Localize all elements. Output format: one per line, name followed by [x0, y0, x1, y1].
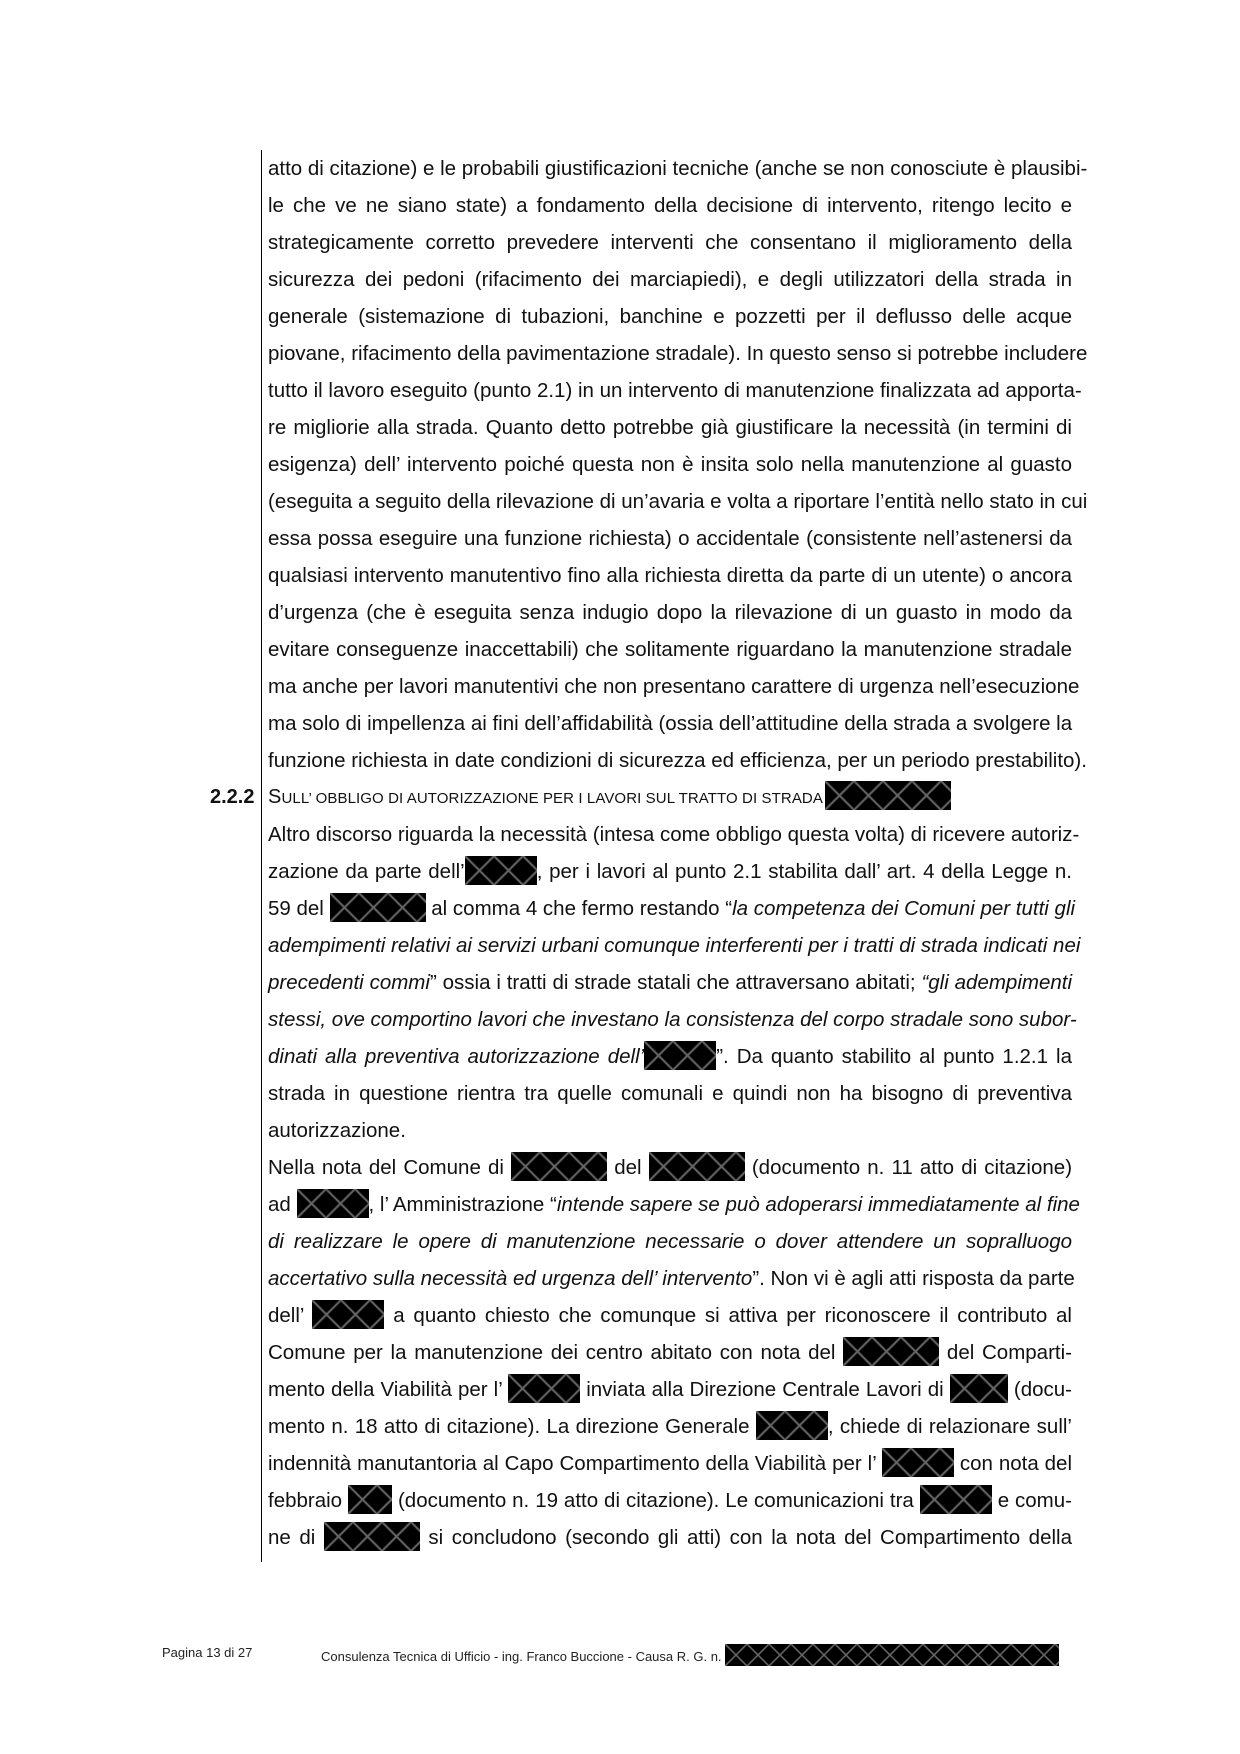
redaction-box [644, 1041, 716, 1070]
paragraph-line [268, 1519, 1072, 1556]
redaction-box [348, 1485, 392, 1514]
paragraph-line: le che ve ne siano state) a fondamento della decisione di intervento, ritengo lecito e [268, 194, 1072, 217]
paragraph-line: atto di citazione) e le probabili giustificazioni tecniche (anche se non conosciute è plausibi- [268, 157, 1088, 180]
text-run: (documento n. 19 atto di citazione). Le comunicazioni tra [397, 1489, 914, 1512]
redaction-box [297, 1189, 369, 1218]
text-run: ne di [268, 1526, 316, 1549]
text-run: , l’ Amministrazione “ [368, 1193, 557, 1216]
text-run: (docu- [1013, 1378, 1072, 1401]
text-run: e comu- [997, 1489, 1072, 1512]
footer-page-number: Pagina 13 di 27 [162, 1645, 253, 1660]
text-run: indennità manutantoria al Capo Compartimento della Viabilità per l’ [268, 1452, 877, 1475]
quoted-text: “gli adempimenti [921, 971, 1073, 994]
redaction-box [330, 893, 426, 922]
paragraph-line: esigenza) dell’ intervento poiché questa non è insita solo nella manutenzione al guasto [268, 453, 1072, 476]
redaction-box [725, 1644, 1059, 1666]
paragraph-line: strada in questione rientra tra quelle comunali e quindi non ha bisogno di preventiva [268, 1082, 1072, 1105]
quoted-text: precedenti commi [268, 971, 430, 994]
text-run: febbraio [268, 1489, 343, 1512]
paragraph-line: ma anche per lavori manutentivi che non presentano carattere di urgenza nell’esecuzione [268, 675, 1080, 698]
redaction-box [312, 1300, 384, 1329]
section-number: 2.2.2 [210, 786, 255, 808]
section-title [268, 779, 1072, 816]
redaction-box [950, 1374, 1008, 1403]
redaction-box [324, 1522, 420, 1551]
quoted-text: stessi, ove comportino lavori che investano la consistenza del corpo stradale sono subor- [268, 1008, 1077, 1031]
redaction-box [756, 1411, 828, 1440]
paragraph-line: sicurezza dei pedoni (rifacimento dei marciapiedi), e degli utilizzatori della strada in [268, 268, 1072, 291]
paragraph-line: tutto il lavoro eseguito (punto 2.1) in un intervento di manutenzione finalizzata ad apporta- [268, 379, 1082, 402]
quoted-text: intende sapere se può adoperarsi immediatamente al fine [556, 1193, 1080, 1216]
quoted-text: adempimenti relativi ai servizi urbani comunque interferenti per i tratti di strada indicati nei [268, 934, 1081, 957]
text-run: mento della Viabilità per l’ [268, 1378, 503, 1401]
redaction-box [465, 856, 537, 885]
text-run: Comune per la manutenzione dei centro abitato con nota del [268, 1341, 836, 1364]
paragraph-line [268, 927, 1081, 964]
paragraph-line: autorizzazione. [268, 1119, 406, 1142]
text-run: si concludono (secondo gli atti) con la nota del Compartimento della [428, 1526, 1072, 1549]
paragraph-line [268, 1038, 1072, 1075]
paragraph-line [268, 1445, 1072, 1482]
text-run: 59 del [268, 897, 324, 920]
text-run: , chiede di relazionare sull’ [827, 1415, 1072, 1438]
redaction-box [843, 1337, 939, 1366]
text-run: ”. Da quanto stabilito al punto 1.2.1 la [716, 1045, 1072, 1068]
paragraph-line [268, 890, 1076, 927]
footer-text-run: Consulenza Tecnica di Ufficio - ing. Franco Buccione - Causa R. G. n. [321, 1649, 722, 1664]
quoted-text: di realizzare le opere di manutenzione necessarie o dover attendere un sopralluogo [268, 1230, 1072, 1253]
section-title-rest: ULL’ OBBLIGO DI AUTORIZZAZIONE PER I LAVORI SUL TRATTO DI STRADA [281, 790, 823, 807]
paragraph-line: (eseguita a seguito della rilevazione di un’avaria e volta a riportare l’entità nello stato in cui [268, 490, 1088, 513]
text-run: del [614, 1156, 642, 1179]
left-margin-rule [261, 150, 262, 1562]
paragraph-line [268, 964, 1072, 1001]
text-run: mento n. 18 atto di citazione). La direzione Generale [268, 1415, 750, 1438]
paragraph-line [268, 1186, 1080, 1223]
paragraph-line [268, 1001, 1077, 1038]
text-run: dell’ [268, 1304, 304, 1327]
redaction-box [508, 1374, 580, 1403]
text-run: ” ossia i tratti di strade statali che attraversano abitati; [429, 971, 922, 994]
text-run: , per i lavori al punto 2.1 stabilita dall’ art. 4 della Legge n. [536, 860, 1072, 883]
paragraph-line [268, 1334, 1072, 1371]
paragraph-line [268, 1260, 1075, 1297]
paragraph-line: generale (sistemazione di tubazioni, banchine e pozzetti per il deflusso delle acque [268, 305, 1072, 328]
paragraph-line: piovane, rifacimento della pavimentazione stradale). In questo senso si potrebbe includere [268, 342, 1088, 365]
text-run: al comma 4 che fermo restando “ [431, 897, 733, 920]
redaction-box [920, 1485, 992, 1514]
paragraph-line: qualsiasi intervento manutentivo fino alla richiesta diretta da parte di un utente) o ancora [268, 564, 1072, 587]
redaction-box [511, 1152, 607, 1181]
redaction-box [825, 781, 951, 810]
text-run: a quanto chiesto che comunque si attiva per riconoscere il contributo al [393, 1304, 1072, 1327]
redaction-box [649, 1152, 745, 1181]
paragraph-line: evitare conseguenze inaccettabili) che solitamente riguardano la manutenzione stradale [268, 638, 1072, 661]
text-run: (documento n. 11 atto di citazione) [751, 1156, 1073, 1179]
redaction-box [882, 1448, 954, 1477]
paragraph-line: ma solo di impellenza ai fini dell’affidabilità (ossia dell’attitudine della strada a svolgere la [268, 712, 1073, 735]
quoted-text: dinati alla preventiva autorizzazione dell’ [268, 1045, 645, 1068]
paragraph-line: funzione richiesta in date condizioni di sicurezza ed efficienza, per un periodo prestabilito). [268, 749, 1087, 772]
text-run: ”. Non vi è agli atti risposta da parte [752, 1267, 1075, 1290]
text-run: zazione da parte dell’ [268, 860, 465, 883]
paragraph-line [268, 1408, 1072, 1445]
paragraph-line: strategicamente corretto prevedere interventi che consentano il miglioramento della [268, 231, 1072, 254]
footer-text [321, 1644, 1059, 1666]
paragraph-line [268, 1149, 1072, 1186]
text-run: del Comparti- [946, 1341, 1072, 1364]
text-run: con nota del [959, 1452, 1072, 1475]
paragraph-line: Altro discorso riguarda la necessità (intesa come obbligo questa volta) di ricevere autoriz- [268, 823, 1080, 846]
paragraph-line [268, 1482, 1072, 1519]
text-run: Nella nota del Comune di [268, 1156, 504, 1179]
text-run: inviata alla Direzione Centrale Lavori di [586, 1378, 944, 1401]
paragraph-line [268, 1371, 1072, 1408]
document-body [268, 150, 1088, 1556]
text-run: ad [268, 1193, 291, 1216]
quoted-text: accertativo sulla necessità ed urgenza dell’ intervento [268, 1267, 753, 1290]
paragraph-line: re migliorie alla strada. Quanto detto potrebbe già giustificare la necessità (in termini di [268, 416, 1072, 439]
paragraph-line: essa possa eseguire una funzione richiesta) o accidentale (consistente nell’astenersi da [268, 527, 1072, 550]
section-title-initial: S [268, 786, 282, 808]
paragraph-line [268, 853, 1072, 890]
paragraph-line: d’urgenza (che è eseguita senza indugio dopo la rilevazione di un guasto in modo da [268, 601, 1072, 624]
quoted-text: la competenza dei Comuni per tutti gli [732, 897, 1076, 920]
paragraph-line [268, 1223, 1072, 1260]
paragraph-line [268, 1297, 1072, 1334]
